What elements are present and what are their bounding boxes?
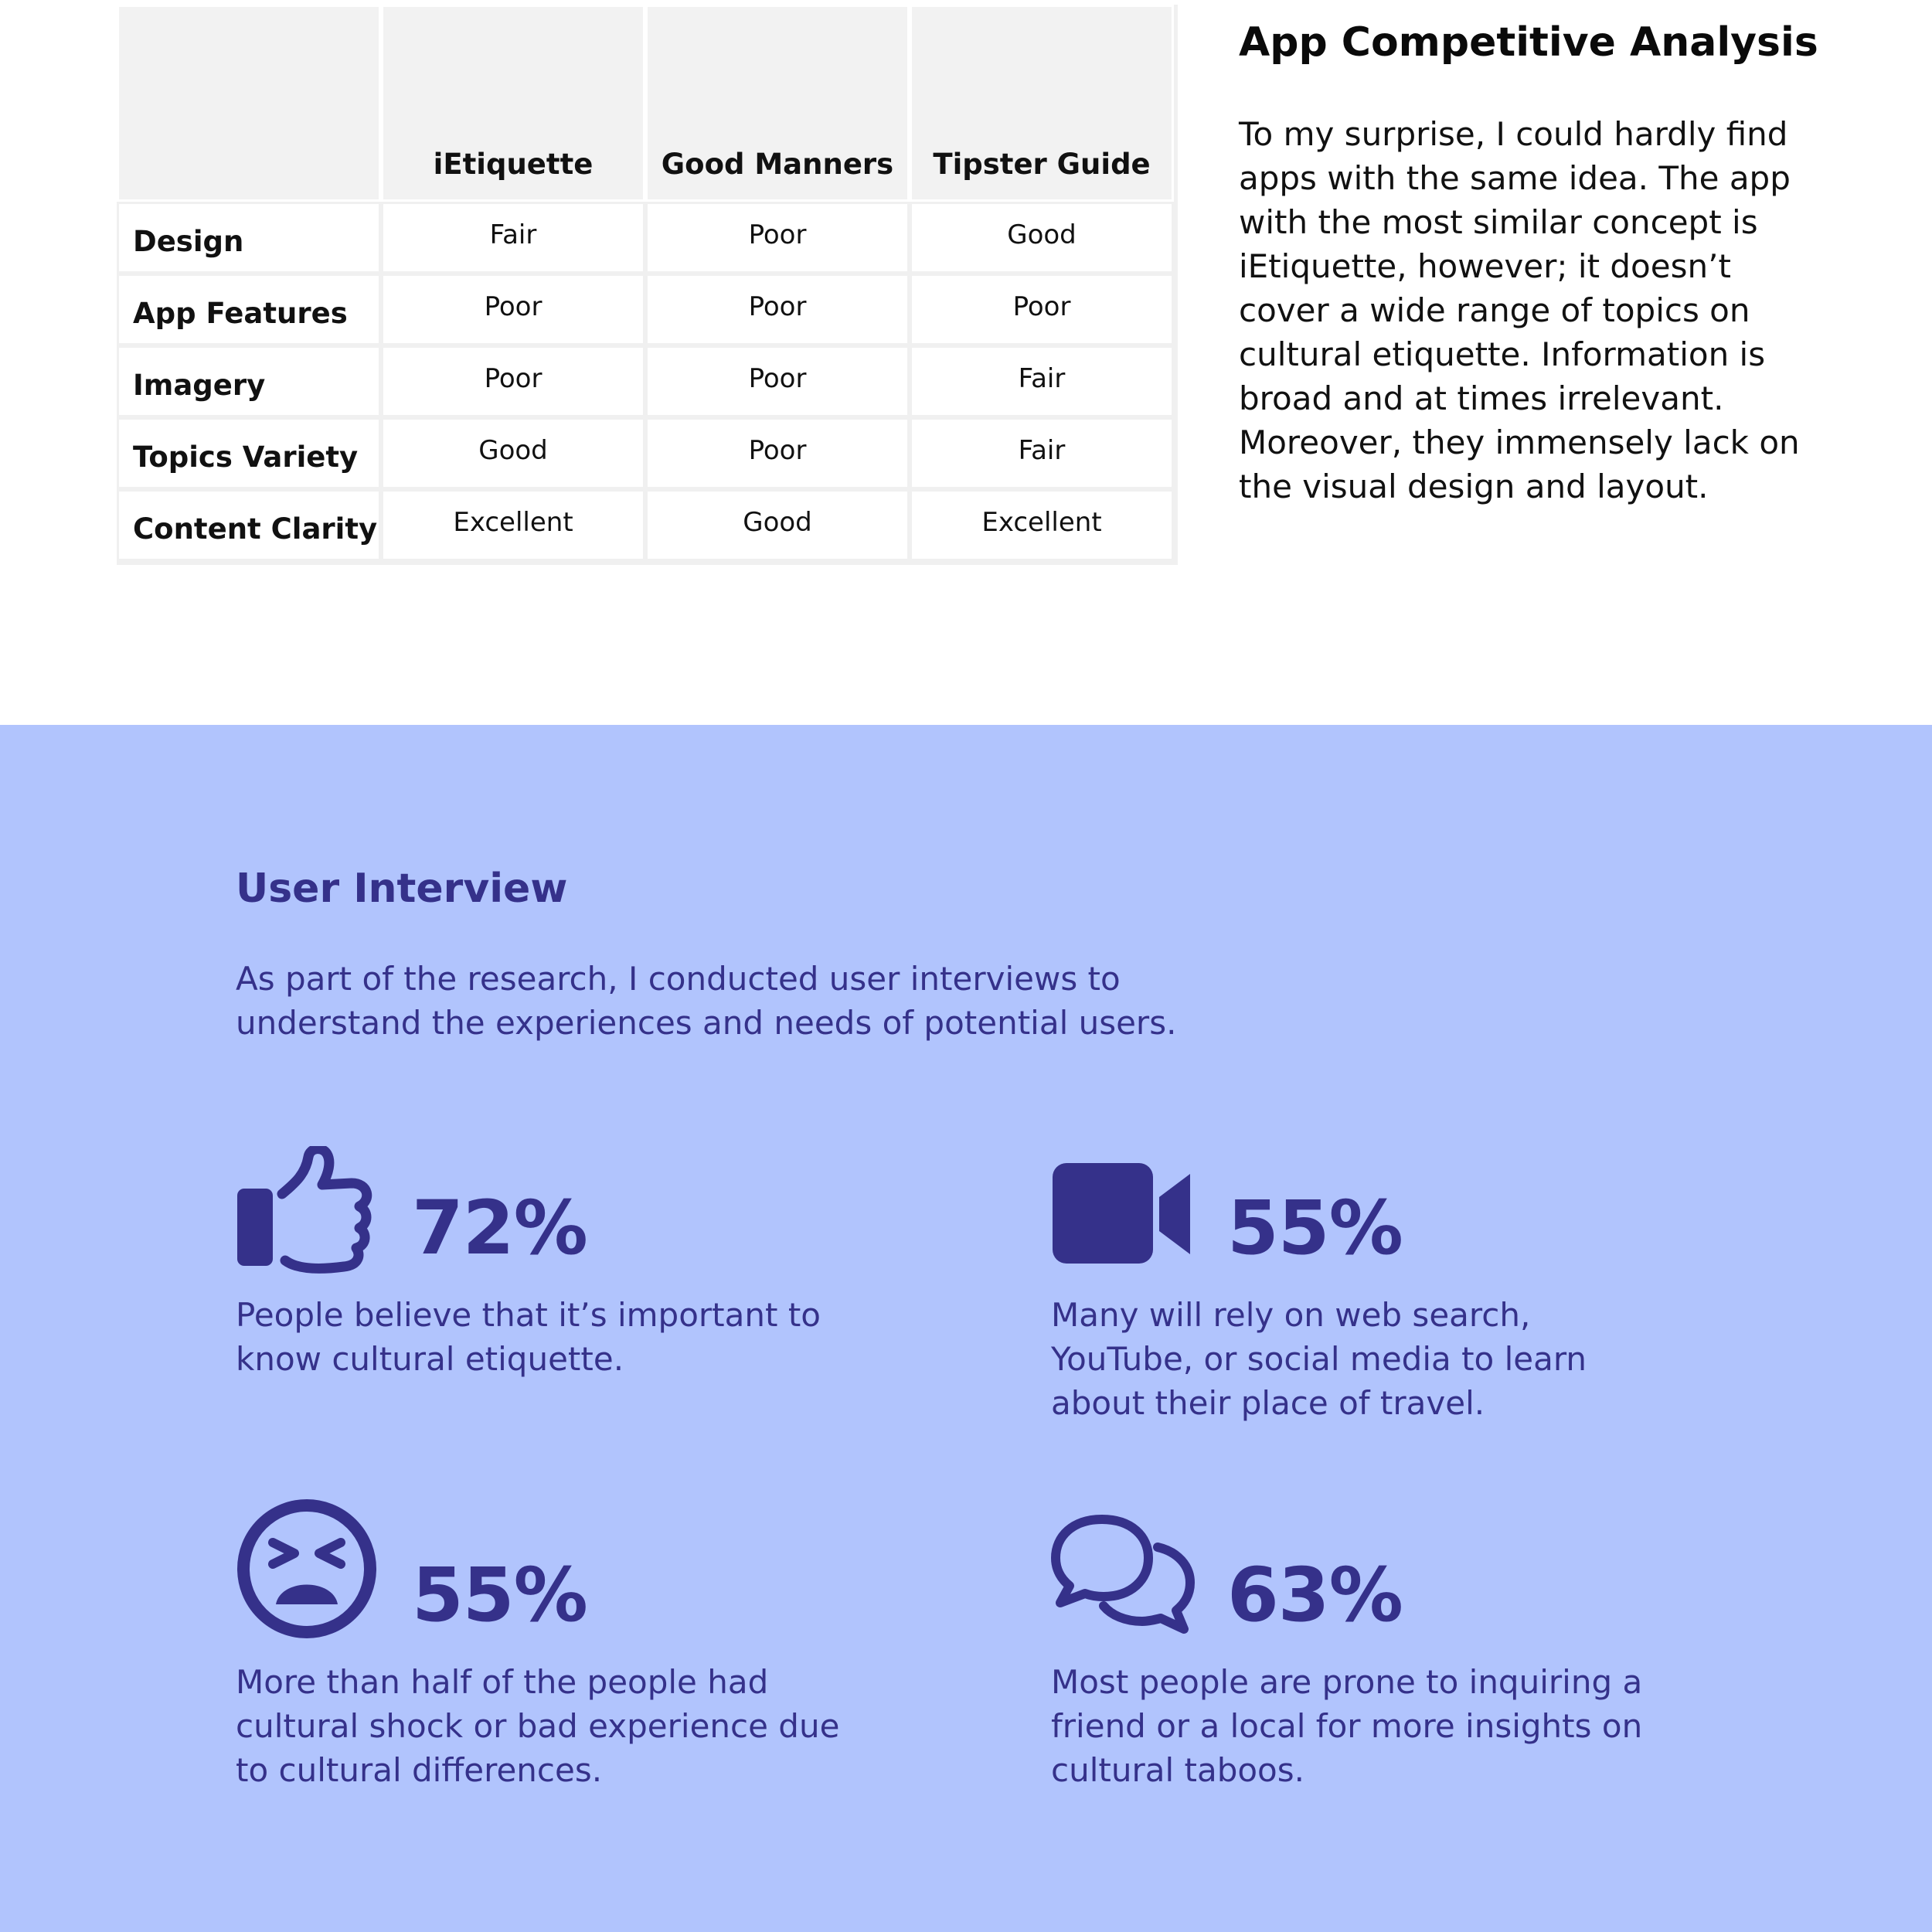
row-label-design: Design bbox=[117, 202, 381, 274]
stat-card bbox=[236, 1146, 931, 1378]
competitive-analysis-body: To my surprise, I could hardly find apps with the same idea. The app with the most similar concept is iEtiquette, however; it doesn’t cover a wide range of topics on cultural etiquette. Information is broad and at times irrelevant. Moreover, they immensely lack on the visual design and layout. bbox=[1239, 115, 1800, 505]
table-cell: Poor bbox=[645, 417, 910, 489]
row-label-imagery: Imagery bbox=[117, 345, 381, 417]
table-cell: Excellent bbox=[381, 489, 645, 561]
stat-percent: 72% bbox=[412, 1185, 587, 1271]
column-header-good-manners: Good Manners bbox=[645, 5, 910, 202]
stat-card bbox=[1051, 1146, 1747, 1422]
stat-description: More than half of the people had cultural shock or bad experience due to cultural differences. bbox=[236, 1663, 840, 1789]
frustrated-face-icon bbox=[236, 1498, 379, 1641]
competitive-analysis-title: App Competitive Analysis bbox=[1239, 19, 1818, 66]
user-interview-title: User Interview bbox=[236, 866, 568, 912]
competitive-analysis-table bbox=[117, 5, 1178, 565]
table-cell: Poor bbox=[381, 345, 645, 417]
table-cell: Poor bbox=[381, 274, 645, 345]
stat-description: Most people are prone to inquiring a friend or a local for more insights on cultural taboos. bbox=[1051, 1663, 1643, 1789]
stat-percent: 55% bbox=[412, 1552, 587, 1638]
table-cell: Good bbox=[910, 202, 1174, 274]
stat-description: Many will rely on web search, YouTube, or social media to learn about their place of travel. bbox=[1051, 1296, 1587, 1422]
table-cell: Good bbox=[645, 489, 910, 561]
table-cell: Good bbox=[381, 417, 645, 489]
row-label-content-clarity: Content Clarity bbox=[117, 489, 381, 561]
stat-card bbox=[236, 1498, 931, 1807]
table-cell: Fair bbox=[910, 345, 1174, 417]
table-cell: Poor bbox=[910, 274, 1174, 345]
stat-percent: 63% bbox=[1227, 1552, 1403, 1638]
thumbs-up-icon bbox=[236, 1146, 379, 1290]
stat-card bbox=[1051, 1498, 1747, 1807]
competitive-analysis-section bbox=[0, 0, 1932, 725]
row-label-app-features: App Features bbox=[117, 274, 381, 345]
user-interview-intro: As part of the research, I conducted user interviews to understand the experiences and needs of potential users. bbox=[236, 960, 1177, 1042]
video-camera-icon bbox=[1051, 1146, 1195, 1290]
column-header-ietiquette: iEtiquette bbox=[381, 5, 645, 202]
table-cell: Fair bbox=[910, 417, 1174, 489]
table-cell: Fair bbox=[381, 202, 645, 274]
table-cell: Poor bbox=[645, 202, 910, 274]
row-label-topics-variety: Topics Variety bbox=[117, 417, 381, 489]
table-cell: Poor bbox=[645, 345, 910, 417]
user-interview-section bbox=[0, 725, 1932, 1932]
table-cell: Excellent bbox=[910, 489, 1174, 561]
column-header-tipster-guide: Tipster Guide bbox=[910, 5, 1174, 202]
stat-description: People believe that it’s important to know cultural etiquette. bbox=[236, 1296, 821, 1378]
stat-percent: 55% bbox=[1227, 1185, 1403, 1271]
chat-bubbles-icon bbox=[1051, 1498, 1195, 1641]
table-corner-cell bbox=[117, 5, 381, 202]
table-cell: Poor bbox=[645, 274, 910, 345]
